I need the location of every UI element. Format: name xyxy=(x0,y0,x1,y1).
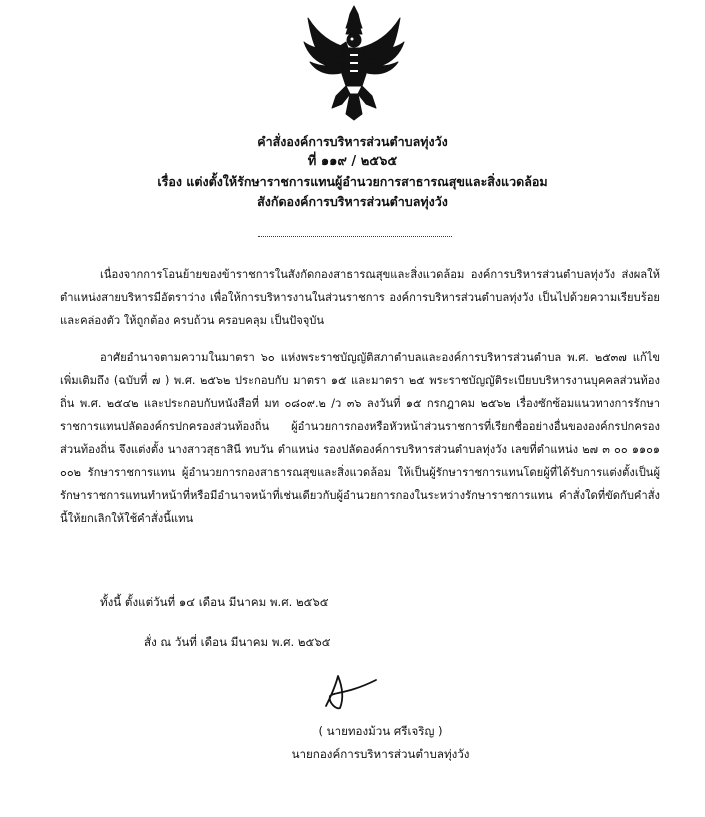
signatory-name: ( นายทองม้วน ศรีเจริญ ) xyxy=(318,724,443,738)
order-number: ที่ ๑๑๙ / ๒๕๖๕ xyxy=(307,154,398,169)
body-paragraph-2 xyxy=(60,346,660,530)
dotted-separator xyxy=(258,236,452,237)
signatory-position: นายกองค์การบริหารส่วนตำบลทุ่งวัง xyxy=(291,747,470,761)
order-subject: เรื่อง แต่งตั้งให้รักษาราชการแทนผู้อำนวยการสาธารณสุขและสิ่งแวดล้อม xyxy=(157,174,548,189)
order-title: คำสั่งองค์การบริหารส่วนตำบลทุ่งวัง xyxy=(257,134,448,149)
paragraph-2-text: อาศัยอำนาจตามความในมาตรา ๖๐ แห่งพระราชบัญญัติสภาตำบลและองค์การบริหารส่วนตำบล พ.ศ. ๒๕๓๗ แก้ไขเพิ่มเติมถึง (ฉบับที่ ๗ ) พ.ศ. ๒๕๖๒ ประกอบกับ มาตรา ๑๕ และมาตรา ๒๕ พระราชบัญญัติระเบียบบริหารงานบุคคลส่วนท้องถิ่น พ.ศ. ๒๕๔๒ และประกอบกับหนังสือที่ มท ๐๘๐๙.๒ /ว ๓๖ ลงวันที่ ๑๕ กรกฎาคม ๒๕๖๒ เรื่องซักซ้อมแนวทางการรักษาราชการแทนปลัดองค์กรปกครองส่วนท้องถิ่น ผู้อำนวยการกองหรือหัวหน้าส่วนราชการที่เรียกชื่ออย่างอื่นขององค์กรปกครองส่วนท้องถิ่น จึงแต่งตั้ง นางสาวสุธาสินี ทบวัน ตำแหน่ง รองปลัดองค์การบริหารส่วนตำบลทุ่งวัง เลขที่ตำแหน่ง ๒๗ ๓ ๐๐ ๑๑๐๑ ๐๐๒ รักษาราชการแทน ผู้อำนวยการกองสาธารณสุขและสิ่งแวดล้อม ให้เป็นผู้รักษาราชการแทนโดยผู้ที่ได้รับการแต่งตั้งเป็นผู้รักษาราชการแทนทำหน้าที่หรือมีอำนาจหน้าที่เช่นเดียวกับผู้อำนวยการกองในระหว่างรักษาราชการแทน คำสั่งใดที่ขัดกับคำสั่งนี้ให้ยกเลิกให้ใช้คำสั่งนี้แทน xyxy=(60,351,660,525)
effective-date-line: ทั้งนี้ ตั้งแต่วันที่ ๑๔ เดือน มีนาคม พ.ศ. ๒๕๖๕ xyxy=(100,595,329,609)
order-date-line: สั่ง ณ วันที่ เดือน มีนาคม พ.ศ. ๒๕๖๕ xyxy=(144,635,331,649)
order-header xyxy=(0,132,705,212)
order-affiliation: สังกัดองค์การบริหารส่วนตำบลทุ่งวัง xyxy=(257,194,448,209)
handwritten-signature-icon xyxy=(318,672,380,712)
paragraph-1-text: เนื่องจากการโอนย้ายของข้าราชการในสังกัดกองสาธารณสุขและสิ่งแวดล้อม องค์การบริหารส่วนตำบลทุ่งวัง ส่งผลให้ตำแหน่งสายบริหารมีอัตราว่าง เพื่อให้การบริหารงานในส่วนราชการ องค์การบริหารส่วนตำบลทุ่งวัง เป็นไปด้วยความเรียบร้อยและคล่องตัว ให้ถูกต้อง ครบถ้วน ครอบคลุม เป็นปัจจุบัน xyxy=(60,268,660,327)
body-paragraph-1 xyxy=(60,263,660,332)
garuda-emblem-icon xyxy=(302,4,406,122)
